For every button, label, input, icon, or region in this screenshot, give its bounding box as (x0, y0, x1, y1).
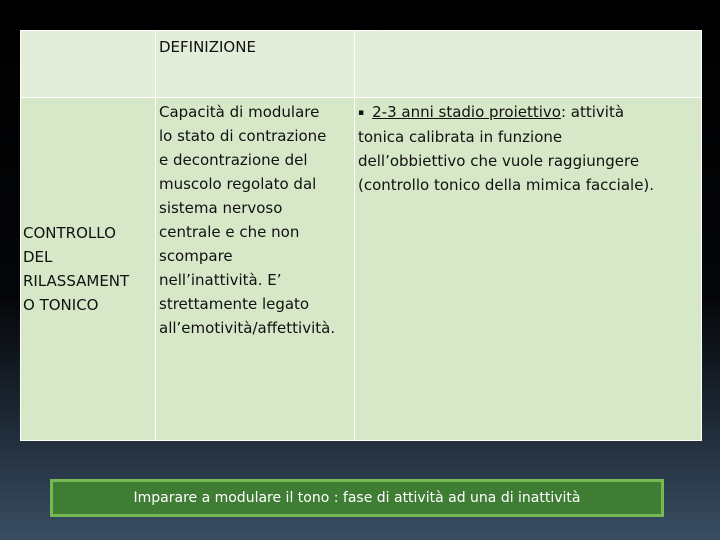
definition-line: all’emotività/affettività. (159, 319, 336, 337)
definition-line: e decontrazione del (159, 151, 308, 169)
definition-line: Capacità di modulare (159, 103, 320, 121)
row-label-line: DEL (23, 248, 53, 266)
header-cell-empty (21, 31, 156, 98)
detail-underlined-text: 2-3 anni stadio proiettivo (372, 103, 561, 121)
definition-cell (156, 98, 355, 441)
definition-line: strettamente legato (159, 295, 310, 313)
definition-line: muscolo regolato dal (159, 175, 317, 193)
header-cell-empty-right (355, 31, 702, 98)
detail-line-rest: : attività (560, 103, 625, 121)
detail-line: (controllo tonico della mimica facciale). (358, 176, 655, 194)
detail-cell (355, 98, 702, 441)
definition-line: lo stato di contrazione (159, 127, 327, 145)
definition-line: scompare (159, 247, 233, 265)
header-cell-definizione: DEFINIZIONE (156, 31, 355, 98)
summary-banner: Imparare a modulare il tono : fase di attività ad una di inattività (50, 479, 664, 517)
detail-line: dell’obbiettivo che vuole raggiungere (358, 152, 640, 170)
row-label-cell (21, 98, 156, 441)
definition-line: nell’inattività. E’ (159, 271, 282, 289)
table-body-row (21, 98, 702, 441)
detail-line-first (358, 100, 701, 125)
row-label-line: O TONICO (23, 296, 99, 314)
bullet-icon: ▪ (358, 108, 365, 118)
detail-line: tonica calibrata in funzione (358, 128, 563, 146)
definition-line: sistema nervoso (159, 199, 283, 217)
row-label-line: RILASSAMENT (23, 272, 130, 290)
definition-line: centrale e che non (159, 223, 300, 241)
row-label-line: CONTROLLO (23, 224, 116, 242)
table-header-row (21, 31, 702, 98)
content-table (20, 30, 702, 441)
